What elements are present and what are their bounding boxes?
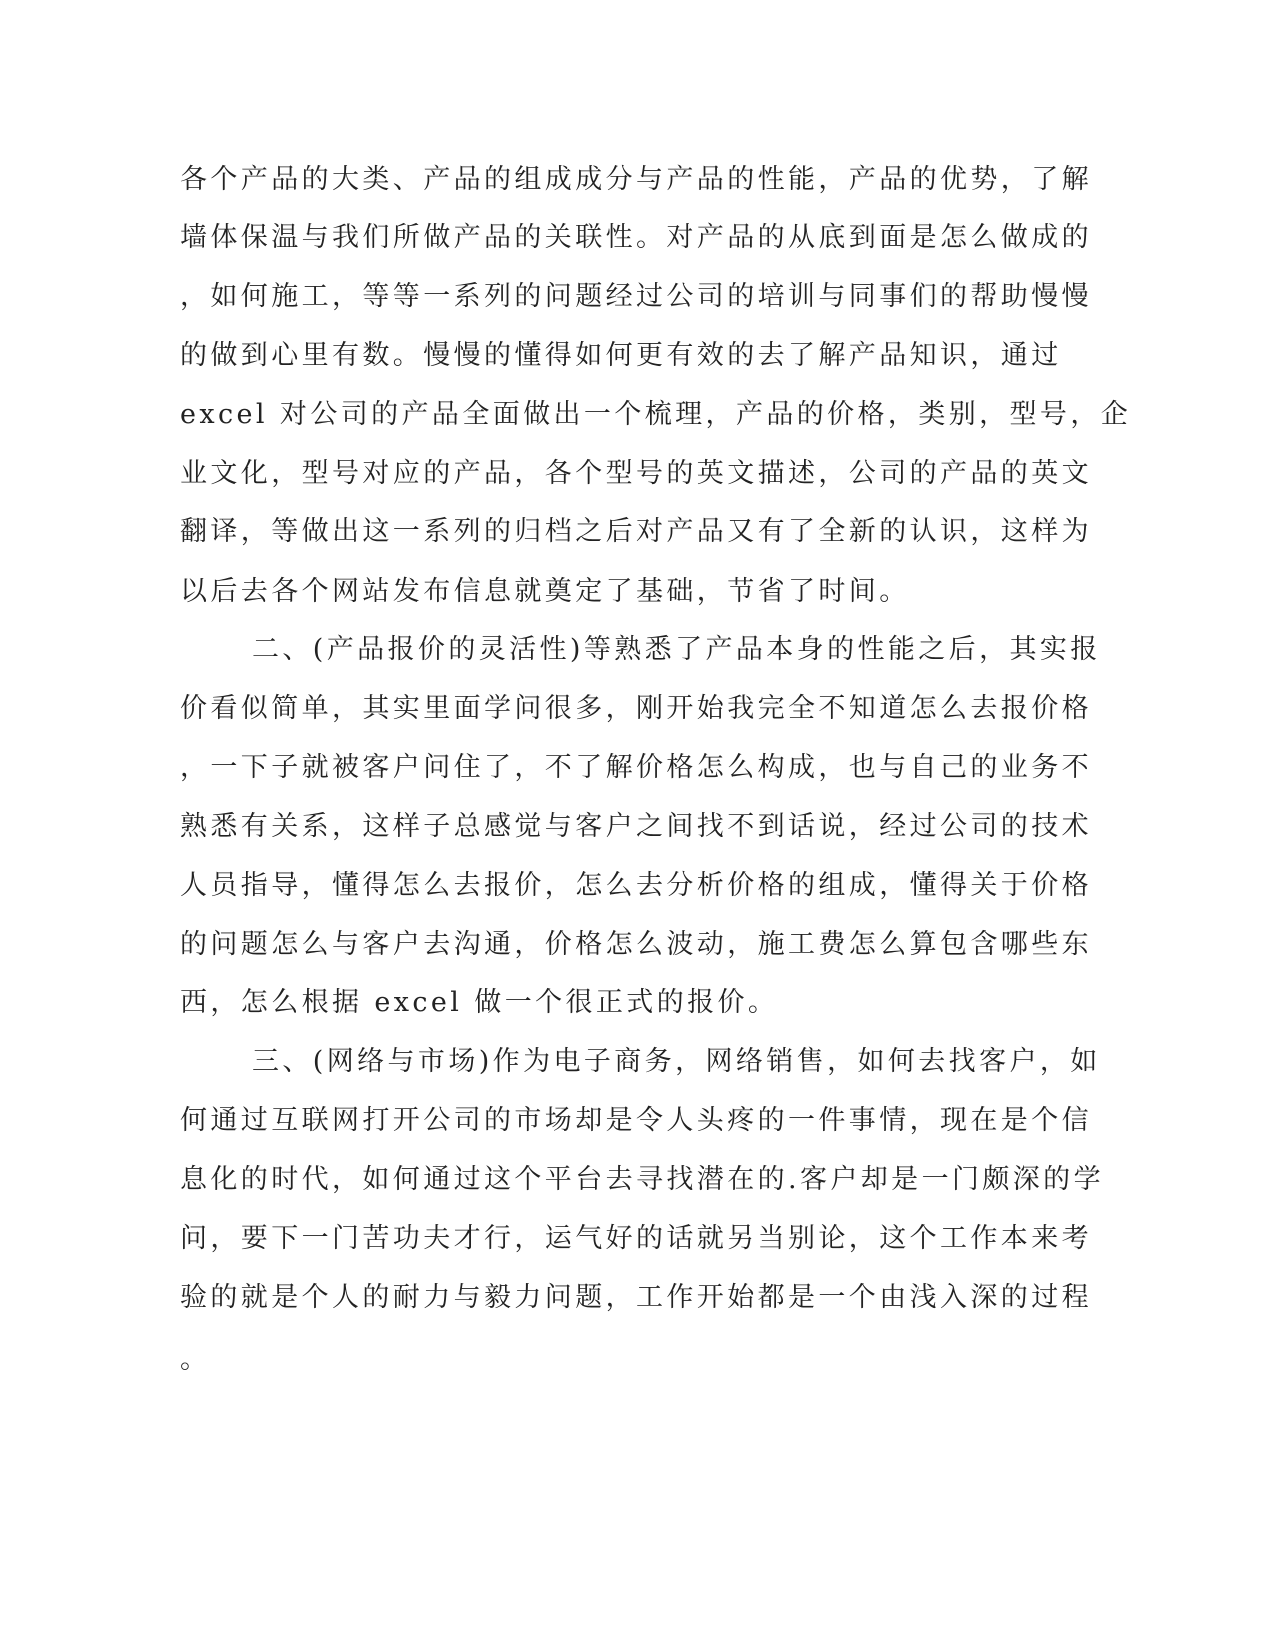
text-line: 价看似简单，其实里面学问很多，刚开始我完全不知道怎么去报价格 [180, 693, 1092, 724]
text-line: ，一下子就被客户问住了，不了解价格怎么构成，也与自己的业务不 [180, 752, 1092, 783]
text-line: 熟悉有关系，这样子总感觉与客户之间找不到话说，经过公司的技术 [180, 811, 1092, 842]
text-line: 。 [180, 1344, 211, 1375]
text-line: 各个产品的大类、产品的组成成分与产品的性能，产品的优势，了解 [180, 164, 1092, 195]
text-line: 验的就是个人的耐力与毅力问题，工作开始都是一个由浅入深的过程 [180, 1282, 1092, 1313]
text-line: 何通过互联网打开公司的市场却是令人头疼的一件事情，现在是个信 [180, 1105, 1092, 1136]
text-line: 的问题怎么与客户去沟通，价格怎么波动，施工费怎么算包含哪些东 [180, 929, 1092, 960]
text-line: 墙体保温与我们所做产品的关联性。对产品的从底到面是怎么做成的 [180, 222, 1092, 253]
text-line: 的做到心里有数。慢慢的懂得如何更有效的去了解产品知识，通过 [180, 340, 1062, 371]
text-line: 人员指导，懂得怎么去报价，怎么去分析价格的组成，懂得关于价格 [180, 870, 1092, 901]
text-line: 业文化，型号对应的产品，各个型号的英文描述，公司的产品的英文 [180, 458, 1092, 489]
text-line: 息化的时代，如何通过这个平台去寻找潜在的.客户却是一门颇深的学 [180, 1164, 1104, 1195]
text-line: 西，怎么根据 excel 做一个很正式的报价。 [180, 987, 779, 1018]
text-line: 二、(产品报价的灵活性)等熟悉了产品本身的性能之后，其实报 [252, 634, 1101, 665]
text-line: 三、(网络与市场)作为电子商务，网络销售，如何去找客户，如 [252, 1046, 1101, 1077]
text-line: 以后去各个网站发布信息就奠定了基础，节省了时间。 [180, 576, 910, 607]
text-line: excel 对公司的产品全面做出一个梳理，产品的价格，类别，型号，企 [180, 399, 1132, 430]
text-line: ，如何施工，等等一系列的问题经过公司的培训与同事们的帮助慢慢 [180, 281, 1092, 312]
text-line: 翻译，等做出这一系列的归档之后对产品又有了全新的认识，这样为 [180, 516, 1092, 547]
text-line: 问，要下一门苦功夫才行，运气好的话就另当别论，这个工作本来考 [180, 1223, 1092, 1254]
